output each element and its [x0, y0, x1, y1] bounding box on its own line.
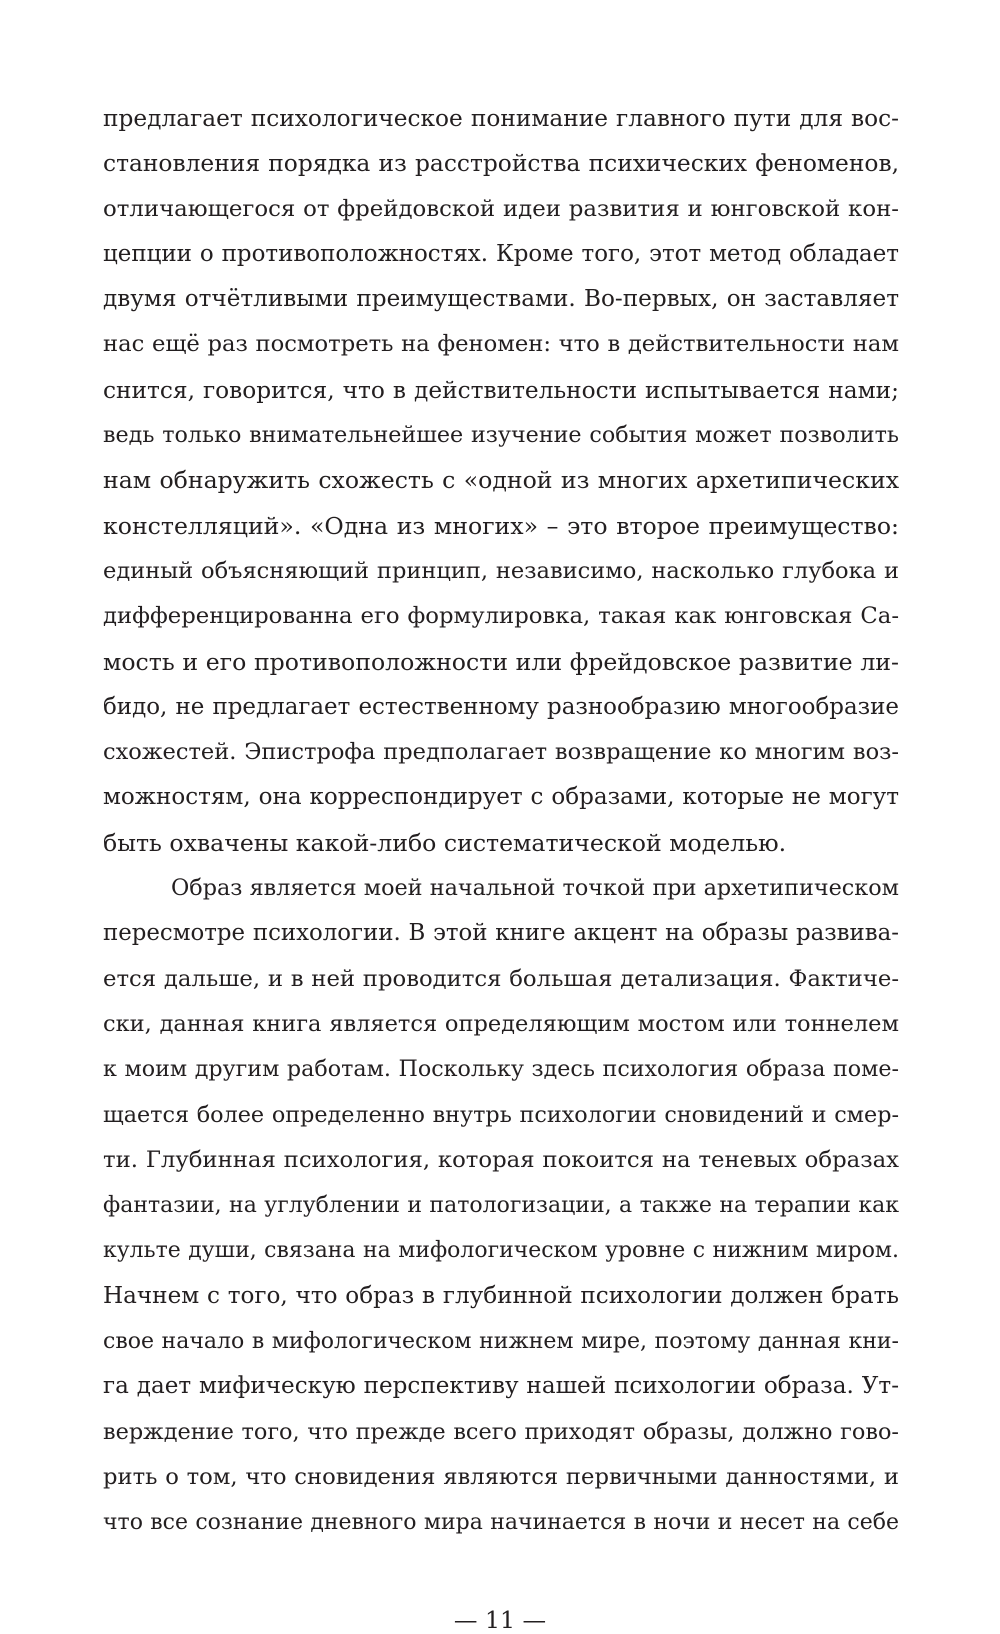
- text-line: культе души, связана на мифологическом уровне с нижним миром.: [103, 1238, 899, 1264]
- paragraph-2: [103, 866, 899, 1545]
- text-line: рить о том, что сновидения являются первичными данностями, и: [103, 1463, 899, 1490]
- text-line: констелляций». «Одна из многих» – это второе преимущество:: [103, 511, 899, 540]
- text-line: га дает мифическую перспективу нашей психологии образа. Ут-: [103, 1373, 899, 1400]
- text-line: к моим другим работам. Поскольку здесь психология образа поме-: [103, 1056, 899, 1083]
- text-line: щается более определенно внутрь психологии сновидений и смер-: [103, 1101, 899, 1128]
- text-line: цепции о противоположностях. Кроме того, этот метод обладает: [103, 240, 899, 267]
- text-line: нам обнаружить схожесть с «одной из многих архетипических: [103, 466, 899, 495]
- text-line: бидо, не предлагает естественному разнообразию многообразие: [103, 693, 899, 720]
- paragraph-1: [103, 96, 899, 866]
- body-text: [103, 96, 899, 1546]
- text-line: дифференцированна его формулировка, такая как юнговская Са-: [103, 603, 899, 630]
- text-line: отличающегося от фрейдовской идеи развития и юнговской кон-: [103, 195, 899, 222]
- text-line: единый объясняющий принцип, независимо, насколько глубока и: [103, 557, 899, 584]
- text-line: нас ещё раз посмотреть на феномен: что в действительности нам: [103, 331, 899, 358]
- text-line: схожестей. Эпистрофа предполагает возвращение ко многим воз-: [103, 739, 899, 766]
- text-line: ведь только внимательнейшее изучение события может позволить: [103, 422, 899, 449]
- text-line: ется дальше, и в ней проводится большая детализация. Фактиче-: [103, 965, 899, 992]
- text-line: быть охвачены какой-либо систематической моделью.: [103, 828, 787, 857]
- text-line: Образ является моей начальной точкой при архетипическом: [171, 875, 899, 902]
- text-line: становления порядка из расстройства психических феноменов,: [103, 149, 899, 178]
- text-line: предлагает психологическое понимание главного пути для вос-: [103, 105, 899, 132]
- text-line: ски, данная книга является определяющим мостом или тоннелем: [103, 1010, 899, 1037]
- text-line: что все сознание дневного мира начинается в ночи и несет на себе: [103, 1510, 899, 1536]
- page-number: — 11 —: [453, 1605, 547, 1634]
- text-line: пересмотре психологии. В этой книге акцент на образы развива-: [103, 920, 899, 947]
- text-line: ти. Глубинная психология, которая покоится на теневых образах: [103, 1146, 899, 1173]
- text-line: Начнем с того, что образ в глубинной психологии должен брать: [103, 1282, 899, 1309]
- text-line: снится, говорится, что в действительности испытывается нами;: [103, 376, 899, 404]
- text-line: двумя отчётливыми преимуществами. Во-первых, он заставляет: [103, 286, 899, 313]
- text-line: верждение того, что прежде всего приходят образы, должно гово-: [103, 1418, 899, 1445]
- text-line: фантазии, на углублении и патологизации, а также на терапии как: [103, 1193, 899, 1219]
- text-line: свое начало в мифологическом нижнем мире, поэтому данная кни-: [103, 1329, 899, 1355]
- text-line: мость и его противоположности или фрейдовское развитие ли-: [103, 647, 899, 676]
- text-line: можностям, она корреспондирует с образами, которые не могут: [103, 784, 899, 811]
- page-footer: [0, 1606, 1000, 1634]
